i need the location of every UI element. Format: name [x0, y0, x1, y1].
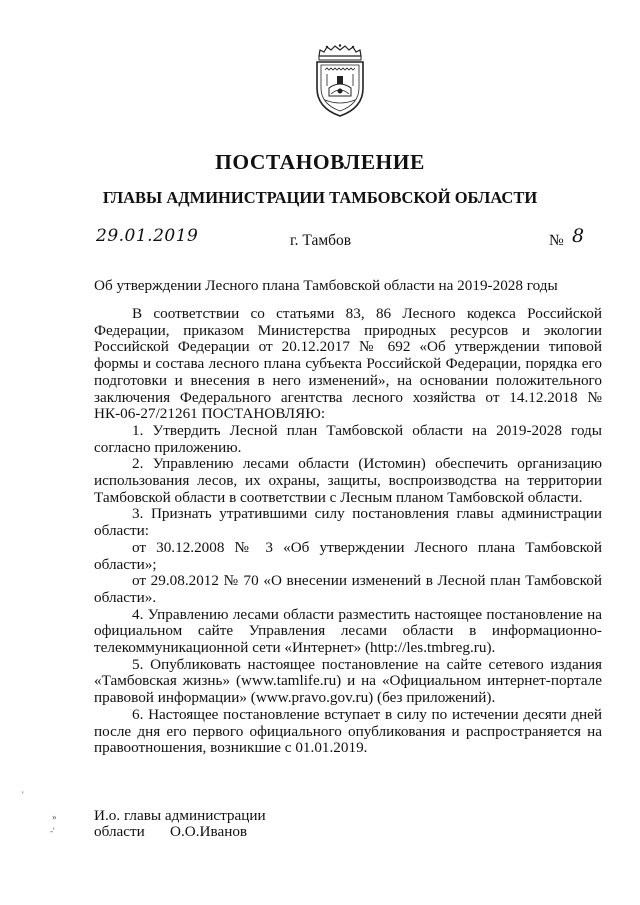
body-paragraph: 1. Утвердить Лесной план Тамбовской области на 2019-2028 годы согласно приложению.	[94, 421, 602, 456]
scan-mark: »	[52, 812, 57, 822]
coat-of-arms-icon	[311, 44, 369, 118]
signatory-name: О.О.Иванов	[170, 823, 248, 840]
document-date: 29.01.2019	[96, 226, 199, 246]
body-paragraph: 4. Управлению лесами области разместить настоящее постановление на официальном сайте Управления лесами области в информационно-телекоммуникационной сети «Интернет» (http://les.tmbreg.ru).	[94, 605, 602, 657]
document-number-label: №	[549, 232, 564, 249]
document-number: 8	[572, 225, 585, 247]
body-paragraph: 5. Опубликовать настоящее постановление на сайте сетевого издания «Тамбовская жизнь» (www.tamlife.ru) и на «Официальном интернет-портале правовой информации» (www.pravo.gov.ru) (без приложений).	[94, 655, 602, 707]
body-paragraph: от 29.08.2012 № 70 «О внесении изменений в Лесной план Тамбовской области».	[94, 572, 602, 606]
document-subject: Об утверждении Лесного плана Тамбовской области на 2019-2028 годы	[94, 277, 558, 294]
scan-mark: -'	[50, 826, 55, 836]
document-city: г. Тамбов	[290, 232, 352, 249]
body-paragraph: 3. Признать утратившими силу постановления главы администрации области:	[94, 505, 602, 540]
body-paragraph: 6. Настоящее постановление вступает в силу по истечении десяти дней после дня его первого официального опубликования и распространяется на правоотношения, возникшие с 01.01.2019.	[94, 705, 602, 757]
body-paragraph: В соответствии со статьями 83, 86 Лесного кодекса Российской Федерации, приказом Министерства природных ресурсов и экологии Российской Федерации от 20.12.2017 № 692 «Об утверждении типовой формы и состава лесного плана субъекта Российской Федерации, порядка его подготовки и внесения в него изменений», на основании положительного заключения Федерального агентства лесного хозяйства от 14.12.2018 № НК-06-27/21261 ПОСТАНОВЛЯЮ:	[94, 305, 602, 423]
document-body	[94, 306, 602, 757]
document-title: ПОСТАНОВЛЕНИЕ	[215, 150, 425, 174]
body-paragraph: 2. Управлению лесами области (Истомин) обеспечить организацию использования лесов, их охраны, защиты, воспроизводства на территории Тамбовской области в соответствии с Лесным планом Тамбовской области.	[94, 455, 602, 506]
scan-mark: '	[22, 790, 24, 800]
signatory-title: И.о. главы администрации	[94, 807, 266, 824]
document-subtitle: ГЛАВЫ АДМИНИСТРАЦИИ ТАМБОВСКОЙ ОБЛАСТИ	[102, 188, 538, 207]
signatory-org: области	[94, 823, 145, 840]
body-paragraph: от 30.12.2008 № 3 «Об утверждении Лесного плана Тамбовской области»;	[94, 538, 602, 573]
